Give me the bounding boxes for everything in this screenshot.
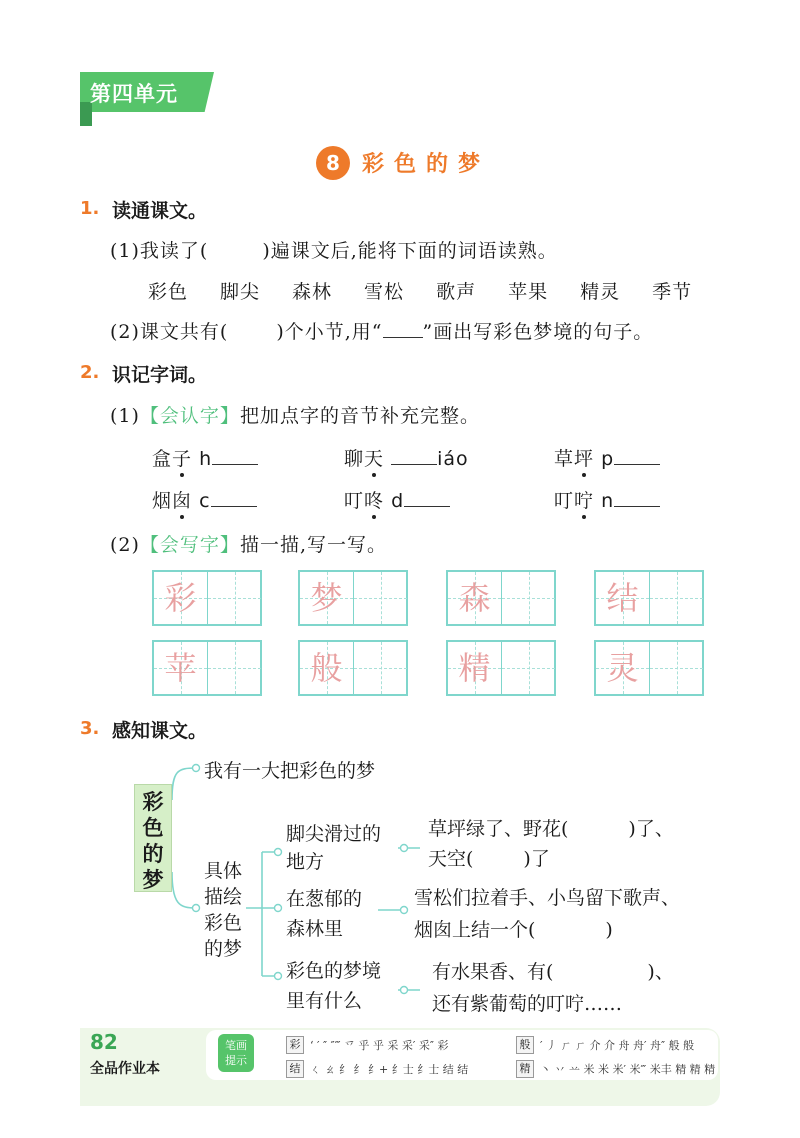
pinyin-initial: c xyxy=(199,490,211,512)
book-name: 全品作业本 xyxy=(90,1061,160,1077)
stroke-char-box: 般 xyxy=(516,1036,534,1054)
trace-cell xyxy=(596,572,650,624)
detail-text: )了、 xyxy=(628,818,674,840)
q1-sub2-text-c: ”画出写彩色梦境的句子。 xyxy=(422,321,654,343)
root-char: 彩 xyxy=(142,789,164,814)
page-number: 82 xyxy=(90,1030,118,1054)
leaf-2-detail xyxy=(414,882,680,946)
q2-sub1-text: 把加点字的音节补充完整。 xyxy=(239,405,480,427)
trace-char: 精 xyxy=(458,649,491,687)
item-char: 叮 xyxy=(344,490,365,512)
item-char: 叮 xyxy=(554,490,575,512)
root-char: 的 xyxy=(142,841,164,866)
pinyin-initial: d xyxy=(391,490,405,512)
pinyin-initial: n xyxy=(601,490,615,512)
q2-sub2-text: 描一描,写一写。 xyxy=(239,534,387,556)
q2-title: 识记字词。 xyxy=(112,364,208,386)
stroke-sequence: 丶 丷 䒑 米 米 米′ 米‴ 米丰 精 精 精 xyxy=(540,1063,716,1076)
stroke-char-box: 彩 xyxy=(286,1036,304,1054)
trace-cell xyxy=(448,572,502,624)
pinyin-initial: p xyxy=(601,448,615,470)
lesson-title: 彩色的梦 xyxy=(362,152,491,177)
q2-sub1-prefix: (1) xyxy=(110,405,140,427)
branch-detail-label xyxy=(204,858,242,962)
trace-char: 苹 xyxy=(164,649,197,687)
mind-map-root xyxy=(134,784,172,892)
label-line: 的梦 xyxy=(204,938,243,960)
q2-sub1-tag: 【会认字】 xyxy=(139,405,240,427)
dotted-char: 坪 xyxy=(574,448,595,470)
leaf-line: 在葱郁的 xyxy=(286,888,363,910)
leaf-3 xyxy=(286,956,381,1016)
word: 彩色 xyxy=(148,281,189,303)
detail-text: 天空( xyxy=(428,848,474,870)
word: 雪松 xyxy=(364,281,405,303)
q1-sub1-text-b: )遍课文后,能将下面的词语读熟。 xyxy=(262,240,558,262)
leaf-line: 地方 xyxy=(286,851,325,873)
detail-text: 雪松们拉着手、小鸟留下歌声、 xyxy=(414,887,681,909)
item-char: 烟 xyxy=(152,490,173,512)
detail-text: 有水果香、有( xyxy=(432,961,554,983)
detail-text: )、 xyxy=(647,961,674,983)
trace-cell xyxy=(448,642,502,694)
trace-cell xyxy=(154,572,208,624)
trace-cell xyxy=(596,642,650,694)
trace-char: 般 xyxy=(310,649,343,687)
leaf-2 xyxy=(286,884,362,944)
stroke-char-box: 精 xyxy=(516,1060,534,1078)
leaf-line: 彩色的梦境 xyxy=(286,960,382,982)
item-char: 聊 xyxy=(344,448,365,470)
dotted-char: 囱 xyxy=(172,490,193,512)
q3-number: 3. xyxy=(80,718,100,739)
word: 苹果 xyxy=(508,281,549,303)
leaf-1-detail xyxy=(428,814,674,874)
trace-char: 森 xyxy=(458,579,491,617)
label-line: 彩色 xyxy=(204,912,243,934)
leaf-3-detail xyxy=(432,956,674,1020)
trace-char: 彩 xyxy=(164,579,197,617)
trace-cell xyxy=(154,642,208,694)
hint-line: 笔画 xyxy=(225,1039,247,1052)
trace-char: 梦 xyxy=(310,579,343,617)
item-char: 盒 xyxy=(152,448,173,470)
stroke-sequence: ‘ ′ ″ ″‴ 乊 乎 乎 采 采′ 采″ 彩 xyxy=(310,1039,449,1052)
root-char: 色 xyxy=(142,815,164,840)
q1-sub2-text-b: )个小节,用“ xyxy=(276,321,383,343)
detail-text: ) xyxy=(605,919,613,941)
q1-title: 读通课文。 xyxy=(112,200,208,222)
unit-title: 第四单元 xyxy=(90,82,178,106)
pinyin-final: iáo xyxy=(437,448,469,470)
branch-top: 我有一大把彩色的梦 xyxy=(204,760,376,782)
word: 歌声 xyxy=(436,281,477,303)
hint-line: 提示 xyxy=(225,1054,247,1067)
item-char: 草 xyxy=(554,448,575,470)
trace-cell xyxy=(300,642,354,694)
lesson-number-badge: 8 xyxy=(316,146,350,180)
detail-text: )了 xyxy=(523,848,550,870)
stroke-sequence: ㄑ ㄠ 纟 纟 纟+ 纟士 纟士 结 结 xyxy=(310,1063,469,1076)
word: 森林 xyxy=(292,281,333,303)
q2-sub2-tag: 【会写字】 xyxy=(139,534,240,556)
trace-char: 结 xyxy=(606,579,639,617)
dotted-char: 咛 xyxy=(574,490,595,512)
stroke-char-box: 结 xyxy=(286,1060,304,1078)
leaf-1 xyxy=(286,820,381,876)
pinyin-initial: h xyxy=(199,448,213,470)
label-line: 具体 xyxy=(204,860,243,882)
detail-text: 还有紫葡萄的叮咛…… xyxy=(432,993,623,1015)
q1-sub1-text-a: (1)我读了( xyxy=(110,240,209,262)
detail-text: 草坪绿了、野花( xyxy=(428,818,569,840)
stroke-hint-badge xyxy=(218,1034,254,1072)
trace-cell xyxy=(300,572,354,624)
dotted-char: 子 xyxy=(172,448,193,470)
dotted-char: 天 xyxy=(364,448,385,470)
detail-text: 烟囱上结一个( xyxy=(414,919,536,941)
label-line: 描绘 xyxy=(204,886,243,908)
dotted-char: 咚 xyxy=(364,490,385,512)
leaf-line: 脚尖滑过的 xyxy=(286,823,382,845)
word: 精灵 xyxy=(580,281,621,303)
word: 季节 xyxy=(652,281,693,303)
root-char: 梦 xyxy=(142,867,164,892)
q3-title: 感知课文。 xyxy=(112,720,208,742)
leaf-line: 森林里 xyxy=(286,918,344,940)
q1-sub2-text-a: (2)课文共有( xyxy=(110,321,229,343)
trace-char: 灵 xyxy=(606,649,639,687)
q2-number: 2. xyxy=(80,362,100,383)
leaf-line: 里有什么 xyxy=(286,990,363,1012)
q1-number: 1. xyxy=(80,198,100,219)
word: 脚尖 xyxy=(220,281,261,303)
q2-sub2-prefix: (2) xyxy=(110,534,140,556)
stroke-sequence: ′ 丿 ㄏ ㄏ 介 介 舟 舟′ 舟″ 般 般 xyxy=(540,1039,695,1052)
